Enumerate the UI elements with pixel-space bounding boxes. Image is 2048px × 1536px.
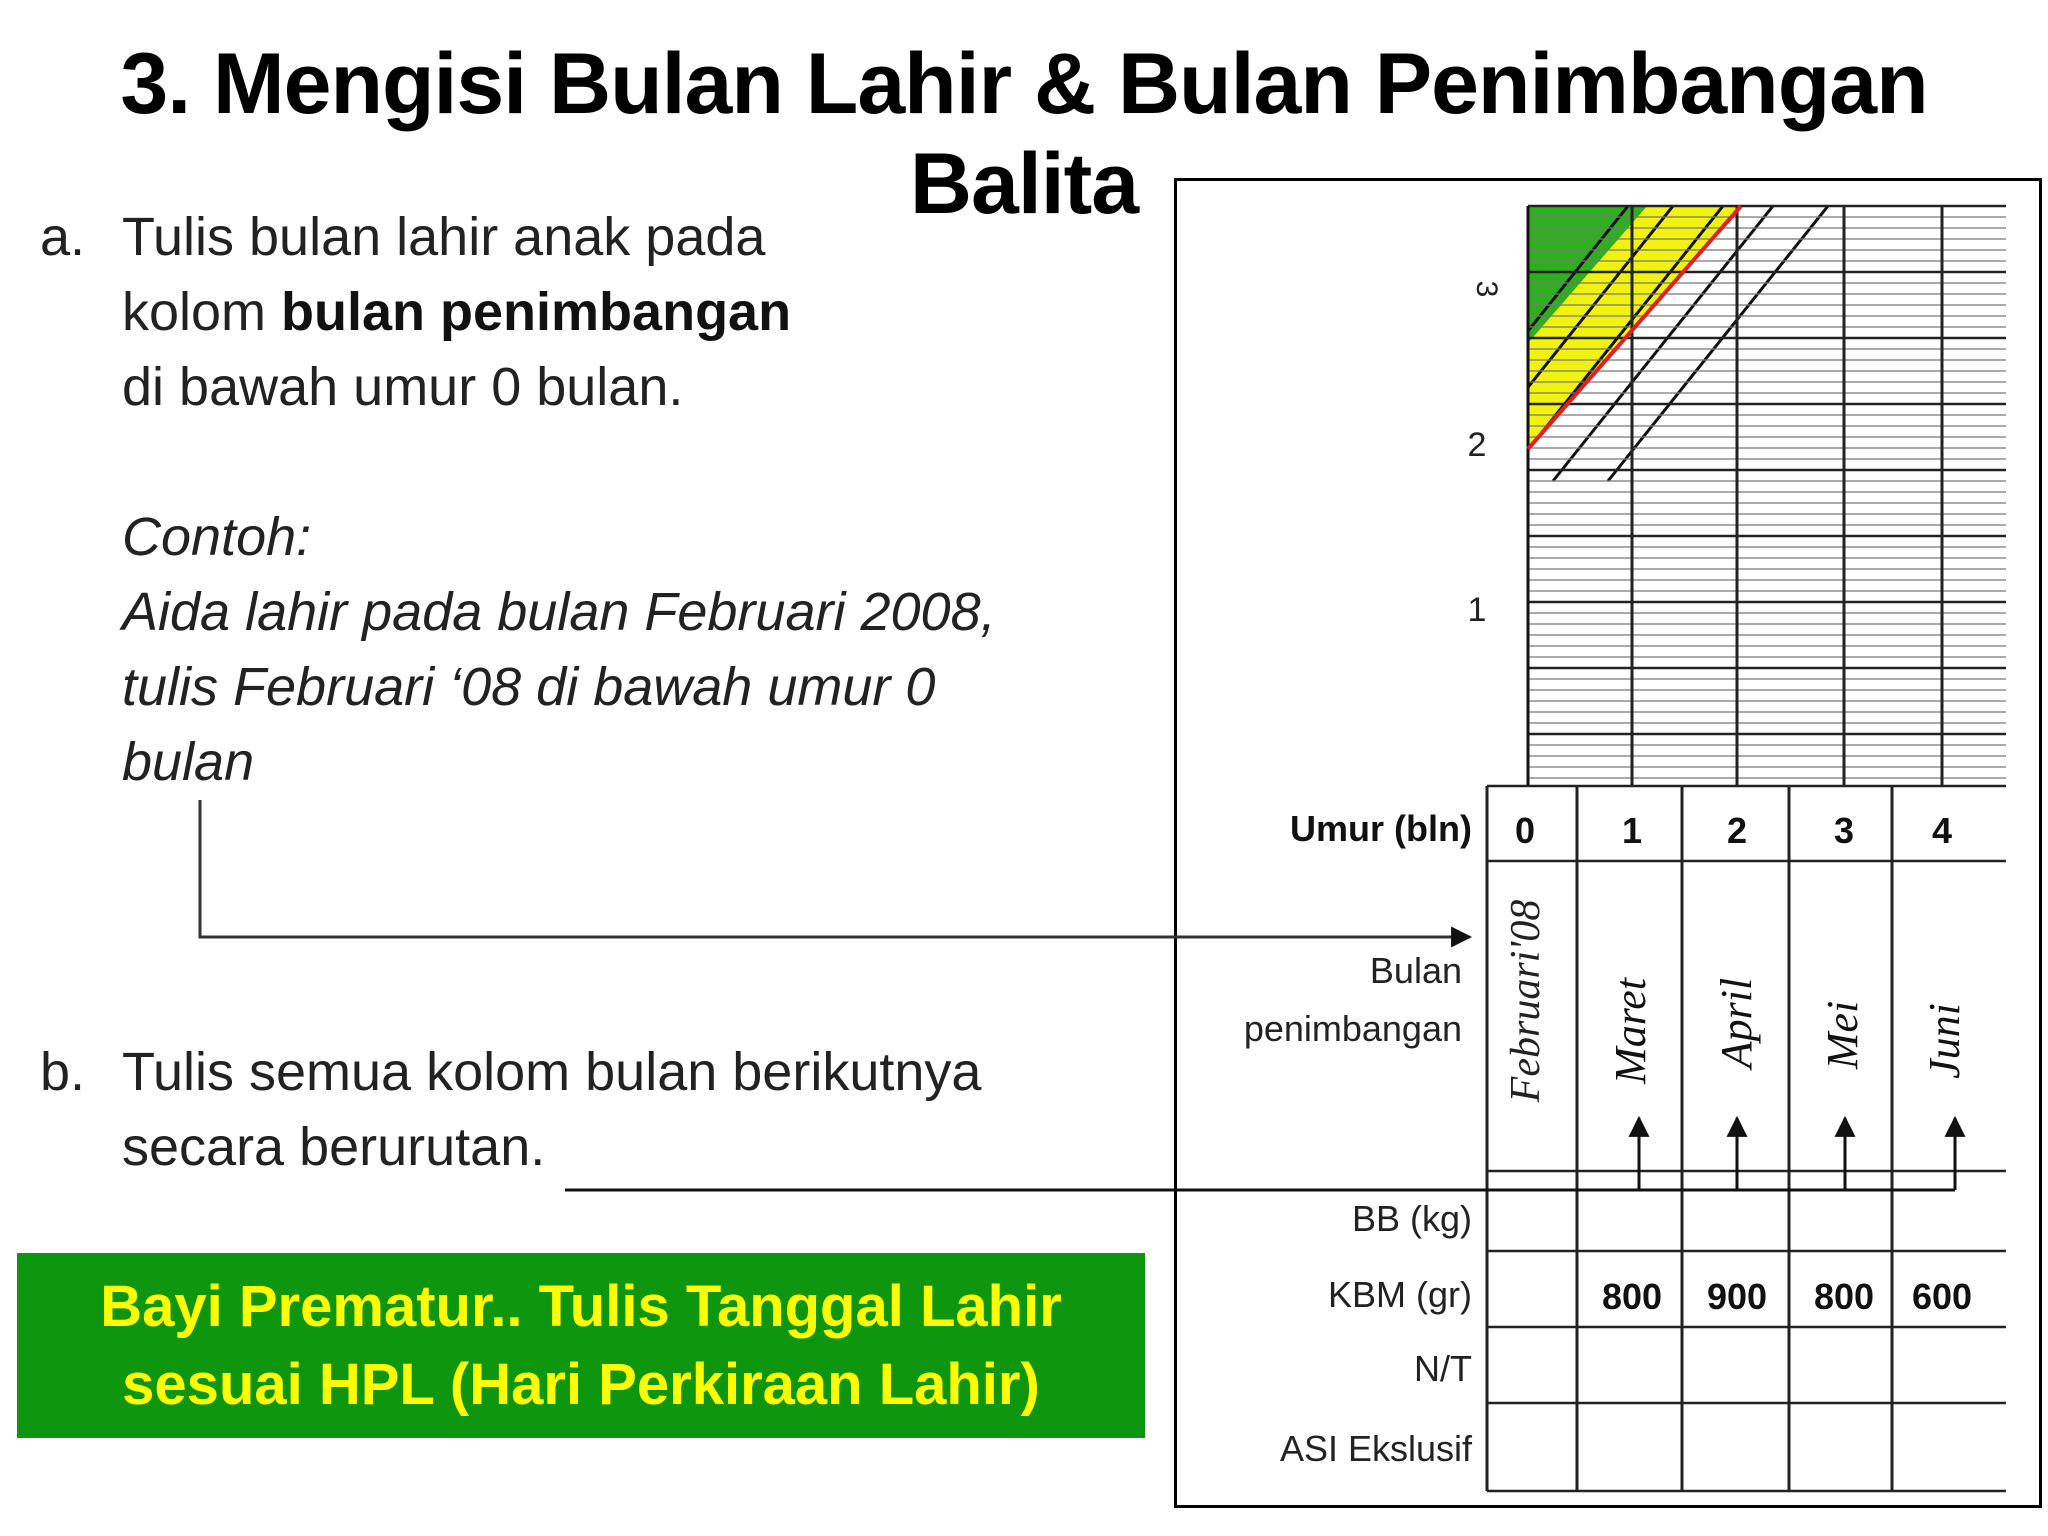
row-label-nt: N/T bbox=[1414, 1348, 1472, 1389]
step-b-text bbox=[122, 1035, 981, 1185]
age-0: 0 bbox=[1514, 810, 1536, 851]
example-line-1: Aida lahir pada bulan Februari 2008, bbox=[122, 582, 996, 642]
step-a-text bbox=[122, 200, 996, 800]
step-b-line-2: secara berurutan. bbox=[122, 1117, 546, 1177]
kbm-value-1: 800 bbox=[1601, 1276, 1663, 1317]
month-0: Februari'08 bbox=[1503, 899, 1549, 1103]
step-b bbox=[40, 1035, 1140, 1195]
premature-note-line-1: Bayi Prematur.. Tulis Tanggal Lahir bbox=[100, 1273, 1062, 1339]
step-b-marker: b. bbox=[40, 1042, 86, 1102]
age-3: 3 bbox=[1833, 810, 1855, 851]
row-label-month-1: Bulan bbox=[1369, 950, 1462, 991]
row-label-month-2: penimbangan bbox=[1243, 1008, 1462, 1049]
row-label-age: Umur (bln) bbox=[1290, 808, 1472, 849]
step-a-line-1: Tulis bulan lahir anak pada bbox=[122, 207, 766, 267]
kbm-value-3: 800 bbox=[1813, 1276, 1875, 1317]
example-label: Contoh: bbox=[122, 507, 312, 567]
month-2: April bbox=[1712, 977, 1761, 1069]
step-a bbox=[40, 200, 1140, 820]
table-grid bbox=[1487, 786, 2006, 1491]
step-b-line-1: Tulis semua kolom bulan berikutnya bbox=[122, 1042, 982, 1102]
step-a-line-3: di bawah umur 0 bulan. bbox=[122, 357, 684, 417]
step-a-marker: a. bbox=[40, 207, 86, 267]
age-1: 1 bbox=[1621, 810, 1643, 851]
premature-note-line-2: sesuai HPL (Hari Perkiraan Lahir) bbox=[122, 1351, 1040, 1417]
month-3: Mei bbox=[1818, 1000, 1867, 1070]
month-4: Juni bbox=[1920, 1003, 1969, 1079]
kms-chart bbox=[1177, 181, 2039, 1505]
age-4: 4 bbox=[1931, 810, 1953, 851]
premature-note bbox=[17, 1253, 1145, 1438]
age-2: 2 bbox=[1726, 810, 1748, 851]
kbm-value-4: 600 bbox=[1911, 1276, 1973, 1317]
weight-label-1: 1 bbox=[1467, 591, 1487, 629]
kbm-value-2: 900 bbox=[1706, 1276, 1768, 1317]
example-line-2: tulis Februari ‘08 di bawah umur 0 bbox=[122, 657, 936, 717]
kms-card bbox=[1174, 178, 2042, 1508]
example-line-3: bulan bbox=[122, 732, 255, 792]
step-a-line-2 bbox=[122, 275, 996, 350]
page-title: 3. Mengisi Bulan Lahir & Bulan Penimbangan Balita bbox=[120, 36, 1928, 232]
weight-label-2: 2 bbox=[1467, 426, 1487, 464]
step-a-bold-term: bulan penimbangan bbox=[281, 282, 792, 342]
step-a-line-2-prefix: kolom bbox=[122, 282, 282, 342]
row-label-weight: BB (kg) bbox=[1351, 1198, 1472, 1239]
row-label-asi: ASI Ekslusif bbox=[1279, 1428, 1472, 1469]
month-1: Maret bbox=[1606, 978, 1655, 1084]
spacer bbox=[122, 425, 996, 500]
weight-label-3: 3 bbox=[1470, 280, 1503, 298]
row-label-kbm: KBM (gr) bbox=[1328, 1274, 1472, 1315]
